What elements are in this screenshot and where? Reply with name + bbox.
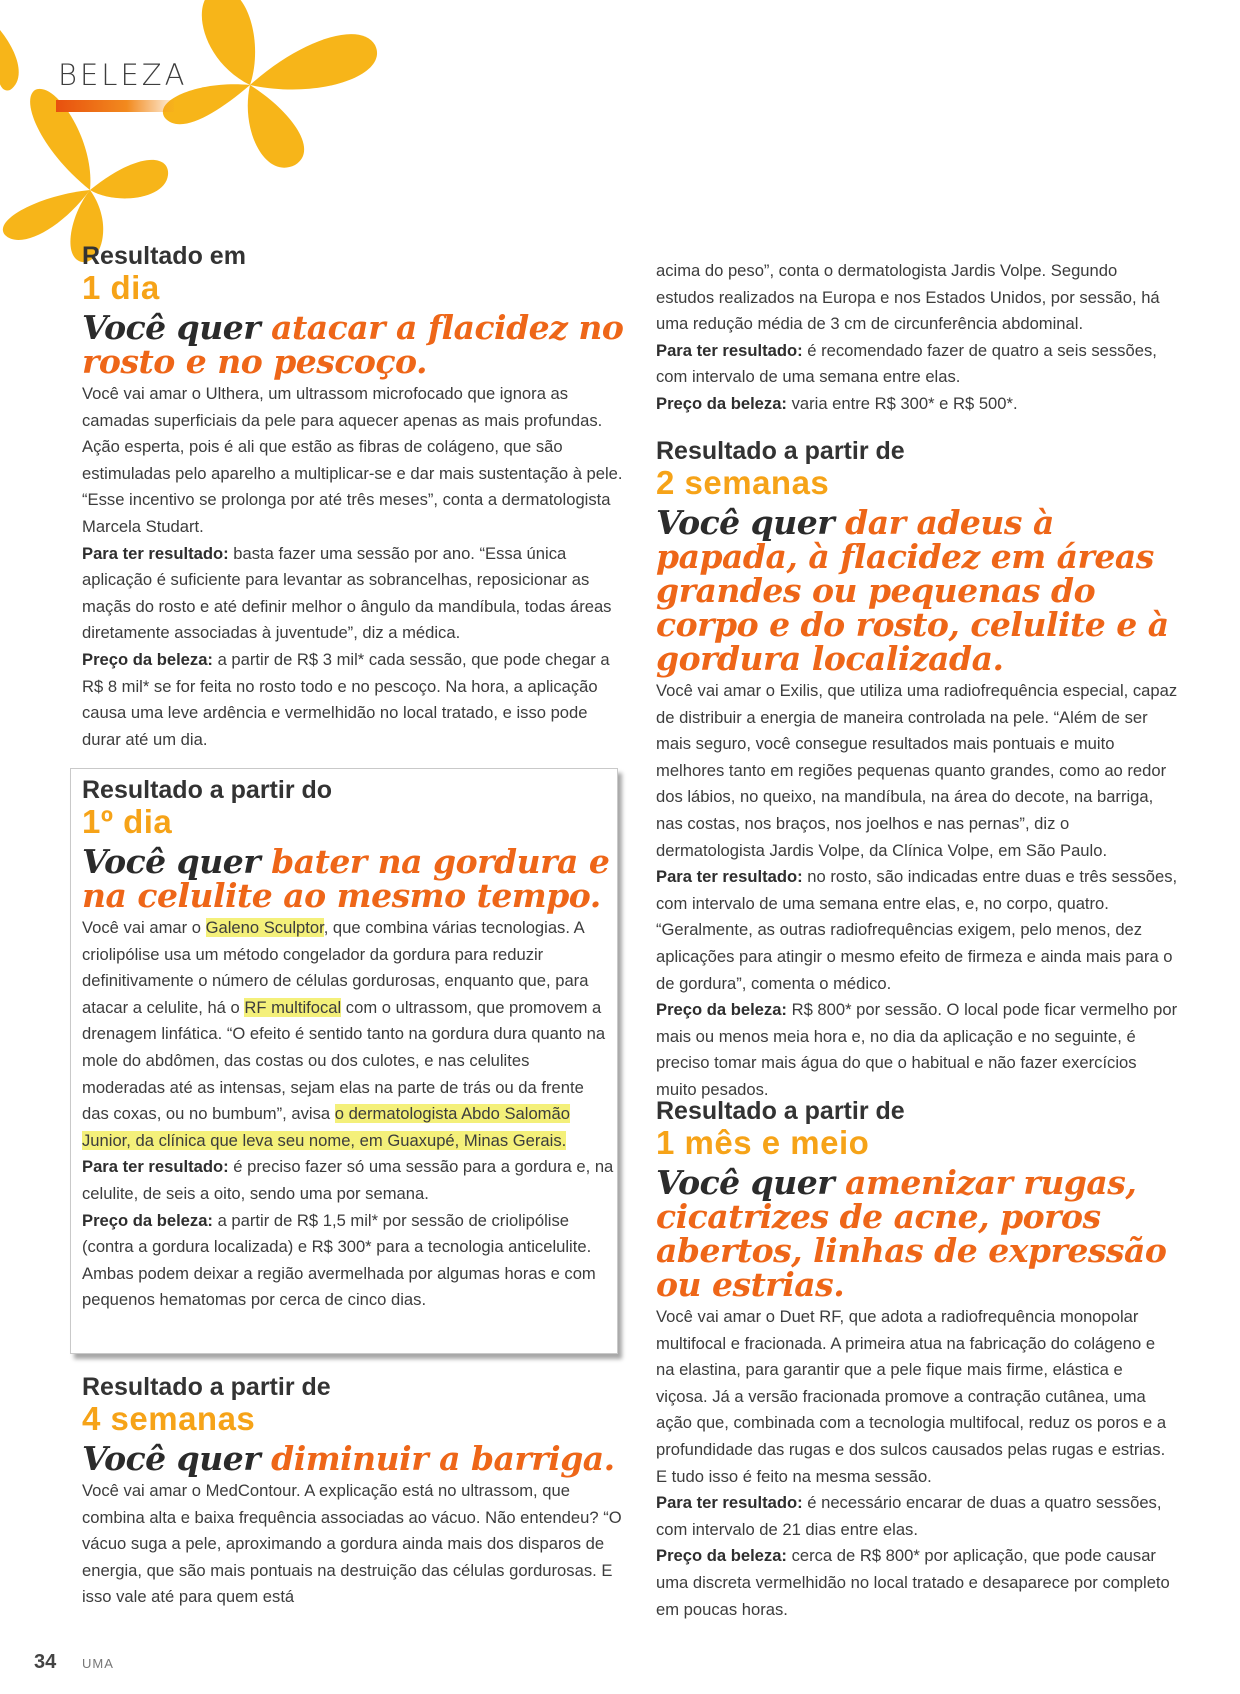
article-body: acima do peso”, conta o dermatologista Jardis Volpe. Segundo estudos realizados na Europa e nos Estados Unidos, por sessão, há uma redução média de 3 cm de circunferência abdominal. Para ter resultado: é recomendado fazer de quatro a seis sessões, com intervalo de uma semana entre elas. Preço da beleza: varia entre R$ 300* e R$ 500*.: [656, 261, 1160, 413]
article-body: Você vai amar o Duet RF, que adota a radiofrequência monopolar multifocal e fracionada. A primeira atua na fabricação do colágeno e na elastina, para garantir que a pele fique mais firme, elástica e viçosa. Já a versão fracionada promove a contração cutânea, uma ação que, combinada com a tecnologia multifocal, reduz os poros e a profundidade das rugas e dos sulcos causados pelas rugas e estrias. E tudo isso é feito na mesma sessão. Para ter resultado: é necessário encarar de duas a quatro sessões, com intervalo de 21 dias entre elas. Preço da beleza: cerca de R$ 800* por aplicação, que pode causar uma discreta vermelhidão no local tratado e desaparece por completo em poucas horas.: [656, 1307, 1170, 1619]
article-body: Você vai amar o Exilis, que utiliza uma radiofrequência especial, capaz de distribuir a energia de maneira controlada na pele. “Além de ser mais seguro, você consegue resultados mais pontuais e muito melhores tanto em regiões pequenas quanto grandes, como ao redor dos lábios, no queixo, na mandíbula, na área do decote, na barriga, nas costas, nos braços, nos joelhos e nas pernas”, diz o dermatologista Jardis Volpe, da Clínica Volpe, em São Paulo. Para ter resultado: no rosto, são indicadas entre duas e três sessões, com intervalo de uma semana entre elas, e, no corpo, quatro. “Geralmente, as outras radiofrequências exigem, pelo menos, dez aplicações para atingir o mesmo efeito de firmeza e ainda mais para o de gordura”, comenta o médico. Preço da beleza: R$ 800* por sessão. O local pode ficar vermelho por mais ou menos meia hora e, no dia da aplicação e no seguinte, é preciso tomar mais água do que o habitual e não fazer exercícios muito pesados.: [656, 681, 1178, 1099]
result-period: 1 dia: [82, 269, 160, 306]
result-kicker: Resultado a partir de: [82, 1373, 331, 1401]
section-label: BELEZA: [58, 58, 188, 92]
result-period: 1º dia: [82, 803, 173, 840]
result-kicker: Resultado a partir do: [82, 776, 333, 804]
highlighted-text: Galeno Sculptor: [205, 918, 324, 937]
headline: Você quer diminuir a barriga.: [82, 1439, 615, 1478]
continued-text: [656, 256, 1178, 418]
result-period: 2 semanas: [656, 464, 830, 501]
result-period: 4 semanas: [82, 1400, 256, 1437]
result-kicker: Resultado a partir de: [656, 437, 905, 465]
section-1-mes-e-meio: [656, 1096, 1178, 1623]
section-4-semanas: [82, 1372, 630, 1611]
page-number: 34: [34, 1651, 57, 1673]
result-kicker: Resultado a partir de: [656, 1097, 905, 1125]
article-body: Você vai amar o Galeno Sculptor, que combina várias tecnologias. A criolipólise usa um método congelador da gordura para reduzir definitivamente o número de células gordurosas, enquanto que, para atacar a celulite, há o RF multifocal com o ultrassom, que promovem a drenagem linfática. “O efeito é sentido tanto na gordura dura quanto na mole do abdômen, das costas ou dos culotes, e nas celulites moderadas até as intensas, sejam elas na parte de trás ou da frente das coxas, ou no bumbum”, avisa o dermatologista Abdo Salomão Junior, da clínica que leva seu nome, em Guaxupé, Minas Gerais. Para ter resultado: é preciso fazer só uma sessão para a gordura e, na celulite, de seis a oito, sendo uma por semana. Preço da beleza: a partir de R$ 1,5 mil* por sessão de criolipólise (contra a gordura localizada) e R$ 300* para a tecnologia anticelulite. Ambas podem deixar a região avermelhada por algumas horas e com pequenos hematomas por cerca de cinco dias.: [82, 918, 614, 1310]
article-body: Você vai amar o Ulthera, um ultrassom microfocado que ignora as camadas superficiais da pele para aquecer apenas as mais profundas. Ação esperta, pois é ali que estão as fibras de colágeno, que são estimuladas pelo aparelho a multiplicar-se e dar mais sustentação à pele. “Esse incentivo se prolonga por até três meses”, conta a dermatologista Marcela Studart. Para ter resultado: basta fazer uma sessão por ano. “Essa única aplicação é suficiente para levantar as sobrancelhas, reposicionar as maçãs do rosto e até definir melhor o ângulo da mandíbula, todas áreas diretamente associadas à juventude”, diz a médica. Preço da beleza: a partir de R$ 3 mil* cada sessão, que pode chegar a R$ 8 mil* se for feita no rosto todo e no pescoço. Na hora, a aplicação causa uma leve ardência e vermelhidão no local tratado, e isso pode durar até um dia.: [82, 384, 623, 749]
section-1-dia: [82, 241, 630, 753]
highlighted-text: RF multifocal: [244, 997, 342, 1017]
headline: Você quer bater na gordura e na celulite ao mesmo tempo.: [82, 842, 610, 915]
magazine-name: UMA: [82, 1656, 114, 1671]
result-kicker: Resultado em: [82, 242, 246, 270]
right-column: [656, 0, 1178, 1694]
headline: Você quer atacar a flacidez no rosto e no pescoço.: [82, 308, 624, 381]
left-column: [82, 0, 630, 1694]
headline: Você quer amenizar rugas, cicatrizes de acne, poros abertos, linhas de expressão ou estrias.: [656, 1163, 1167, 1304]
result-period: 1 mês e meio: [656, 1124, 870, 1161]
highlighted-text: o dermatologista Abdo Salomão Junior, da clínica que leva seu nome, em Guaxupé, Minas Gerais.: [82, 1104, 570, 1150]
section-2-semanas: [656, 436, 1178, 1104]
section-1o-dia: [82, 775, 614, 1314]
headline: Você quer dar adeus à papada, à flacidez em áreas grandes ou pequenas do corpo e do rosto, celulite e à gordura localizada.: [656, 503, 1169, 678]
article-body: Você vai amar o MedContour. A explicação está no ultrassom, que combina alta e baixa frequência associadas ao vácuo. Não entendeu? “O vácuo suga a pele, aproximando a gordura ainda mais dos disparos de energia, que são mais pontuais na destruição das células gordurosas. E isso vale até para quem está: [82, 1481, 622, 1607]
